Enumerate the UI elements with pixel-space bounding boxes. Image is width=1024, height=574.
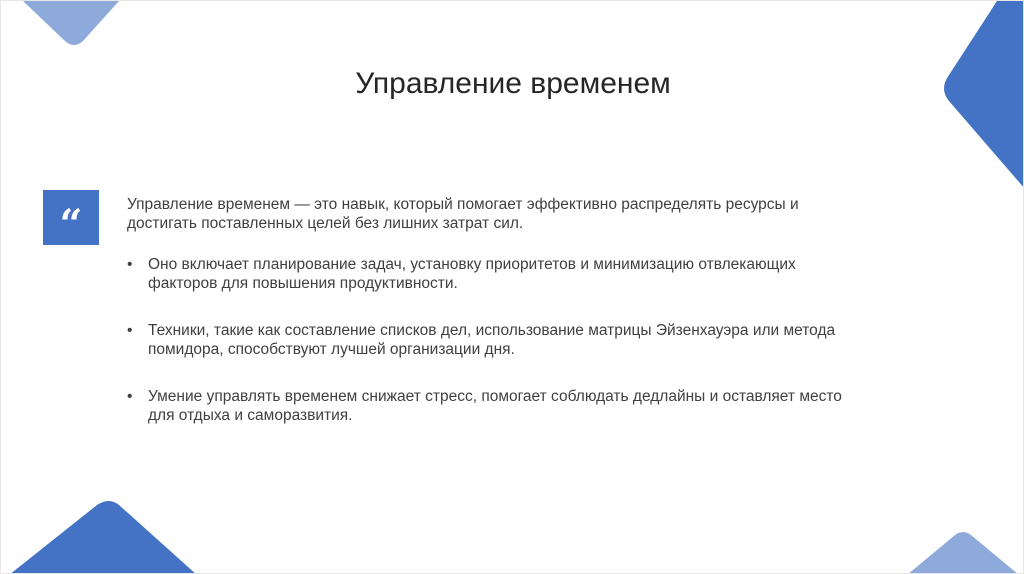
bullet-item	[127, 321, 867, 359]
corner-triangle-bottom-left	[1, 491, 201, 574]
slide-content	[127, 195, 867, 453]
bullet-dot: •	[127, 322, 133, 339]
bullet-text: Техники, такие как составление списков дел, использование матрицы Эйзенхауэра или метода помидора, способствуют лучшей организации дня.	[148, 322, 836, 358]
bullet-dot: •	[127, 256, 133, 273]
bullet-text: Оно включает планирование задач, установку приоритетов и минимизацию отвлекающих факторов для повышения продуктивности.	[148, 256, 796, 292]
bullet-dot: •	[127, 388, 133, 405]
bullet-list	[127, 255, 867, 425]
slide-title: Управление временем	[355, 67, 671, 100]
corner-triangle-top-left	[1, 1, 121, 51]
lead-paragraph: Управление временем — это навык, который помогает эффективно распределять ресурсы и достигать поставленных целей без лишних затрат сил.	[127, 196, 799, 232]
quote-mark: “	[59, 201, 83, 248]
bullet-text: Умение управлять временем снижает стресс, помогает соблюдать дедлайны и оставляет место для отдыха и саморазвития.	[148, 388, 842, 424]
quote-icon	[43, 190, 99, 248]
bullet-item	[127, 387, 867, 425]
bullet-item	[127, 255, 867, 293]
corner-triangle-bottom-right	[901, 521, 1024, 574]
